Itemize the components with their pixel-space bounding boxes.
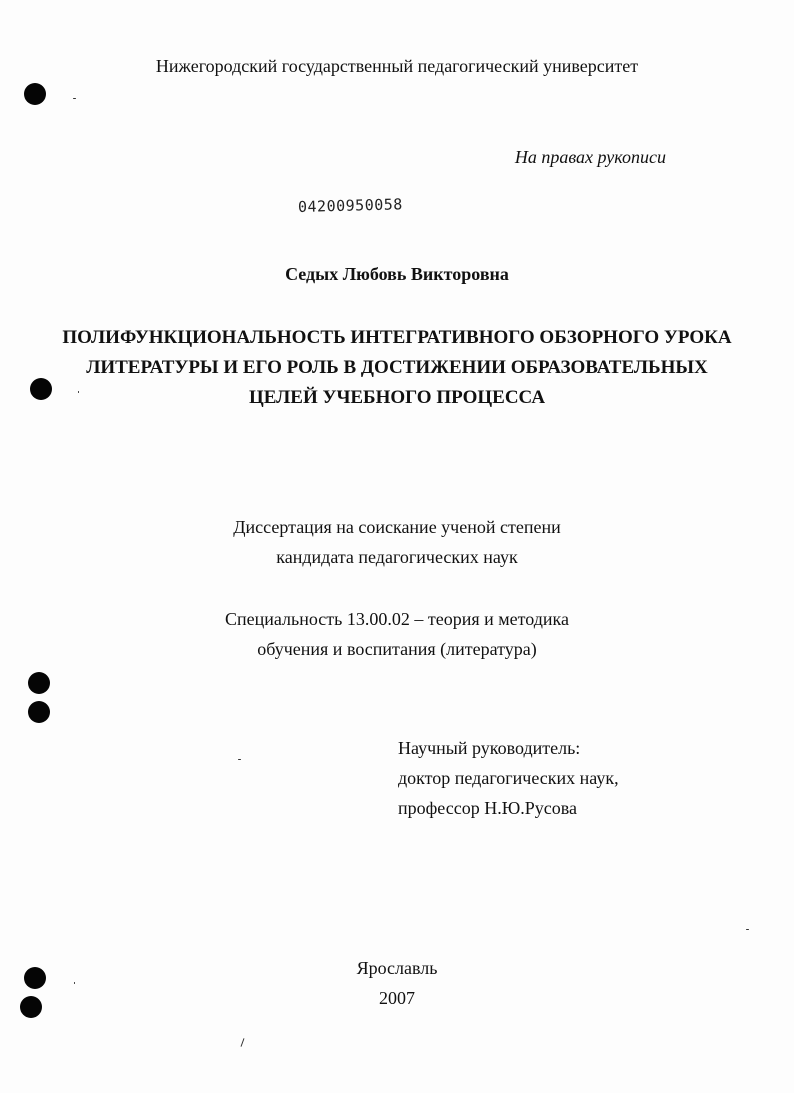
author-name: Седых Любовь Викторовна — [285, 264, 509, 284]
punch-hole-3 — [28, 672, 50, 694]
specialty-line: обучения и воспитания (литература) — [257, 639, 537, 659]
degree-line: Диссертация на соискание ученой степени — [233, 517, 561, 537]
dissertation-title — [40, 323, 754, 413]
catalog-stamp-number: 04200950058 — [297, 195, 404, 216]
title-line: ЦЕЛЕЙ УЧЕБНОГО ПРОЦЕССА — [248, 387, 546, 408]
specialty-line: Специальность 13.00.02 – теория и методика — [224, 609, 570, 629]
specialty-statement — [0, 604, 794, 664]
place-and-year — [0, 953, 794, 1013]
year: 2007 — [379, 988, 415, 1008]
scan-speck — [238, 759, 241, 760]
scan-speck — [240, 1038, 244, 1047]
city-name: Ярославль — [356, 958, 438, 978]
punch-hole-4 — [28, 701, 50, 723]
supervisor-line: профессор Н.Ю.Русова — [398, 798, 577, 818]
scan-speck — [746, 929, 749, 930]
rights-note: На правах рукописи — [514, 147, 666, 167]
supervisor-line: Научный руководитель: — [398, 738, 581, 758]
scan-speck — [73, 98, 76, 99]
supervisor-block — [398, 733, 619, 823]
degree-statement — [0, 512, 794, 572]
title-line: ЛИТЕРАТУРЫ И ЕГО РОЛЬ В ДОСТИЖЕНИИ ОБРАЗОВАТЕЛЬНЫХ — [86, 357, 708, 378]
supervisor-line: доктор педагогических наук, — [398, 768, 619, 788]
punch-hole-1 — [24, 83, 46, 105]
degree-line: кандидата педагогических наук — [276, 547, 518, 567]
university-name: Нижегородский государственный педагогический университет — [155, 56, 639, 76]
title-line: ПОЛИФУНКЦИОНАЛЬНОСТЬ ИНТЕГРАТИВНОГО ОБЗОРНОГО УРОКА — [62, 327, 732, 348]
